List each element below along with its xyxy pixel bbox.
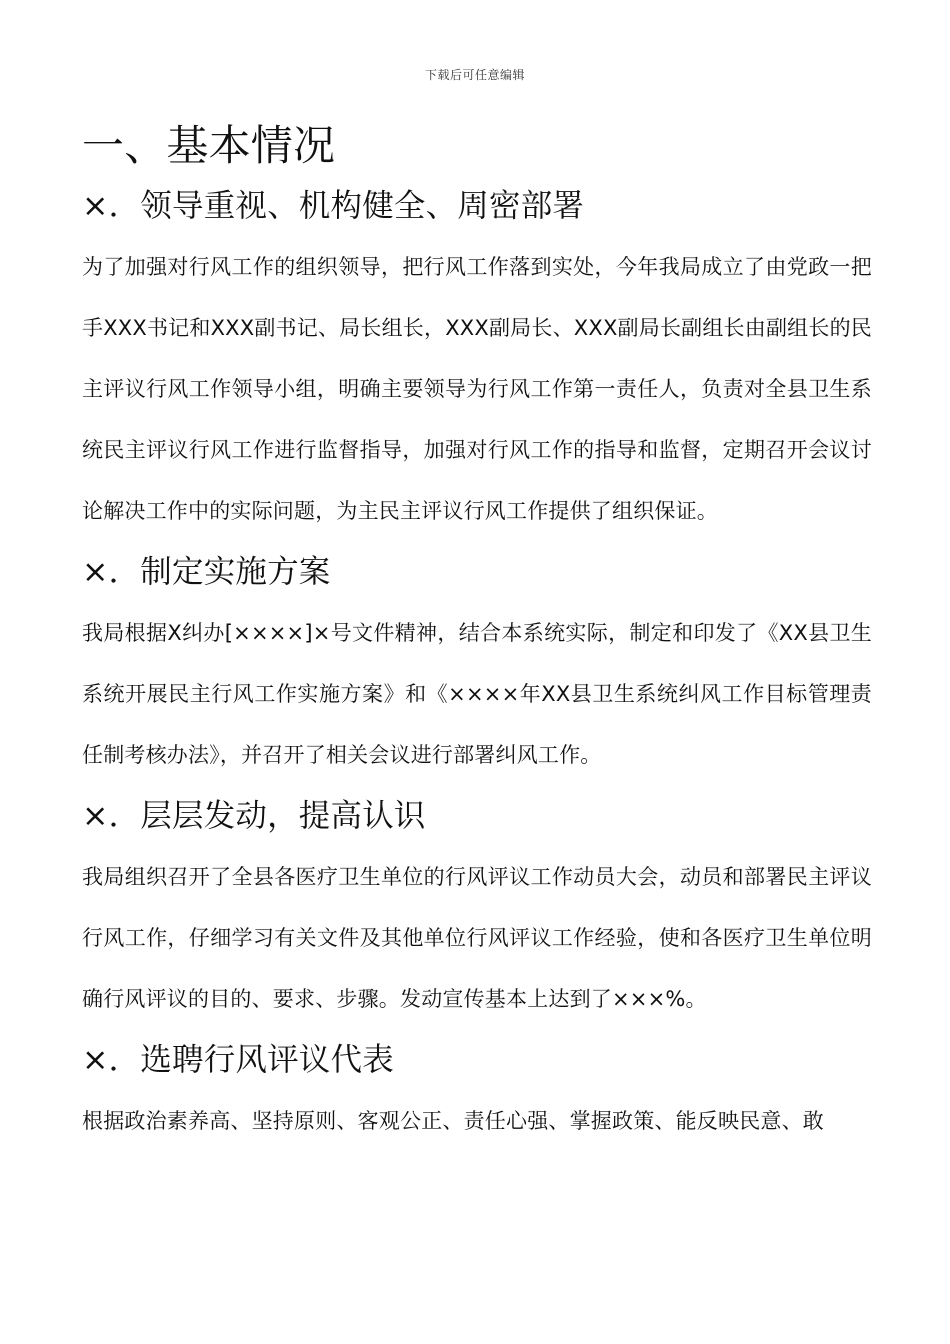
section-body-1: 为了加强对行风工作的组织领导，把行风工作落到实处，今年我局成立了由党政一把手XXX书记和XXX副书记、局长组长，XXX副局长、XXX副局长副组长由副组长的民主评议行风工作领导小组，明确主要领导为行风工作第一责任人，负责对全县卫生系统民主评议行风工作进行监督指导，加强对行风工作的指导和监督，定期召开会议讨论解决工作中的实际问题，为主民主评议行风工作提供了组织保证。 [82,255,872,523]
main-heading: 一、基本情况 [82,121,336,170]
header-note: 下载后可任意编辑 [424,68,525,82]
section-title-1: ×．领导重视、机构健全、周密部署 [82,188,585,224]
section-body-3: 我局组织召开了全县各医疗卫生单位的行风评议工作动员大会，动员和部署民主评议行风工作，仔细学习有关文件及其他单位行风评议工作经验，使和各医疗卫生单位明确行风评议的目的、要求、步骤。发动宣传基本上达到了×××%。 [82,865,872,1011]
section-title-4: ×．选聘行风评议代表 [82,1042,394,1078]
section-body-2: 我局根据X纠办[××××]×号文件精神，结合本系统实际，制定和印发了《XX县卫生系统开展民主行风工作实施方案》和《××××年XX县卫生系统纠风工作目标管理责任制考核办法》，并召开了相关会议进行部署纠风工作。 [82,621,872,767]
section-title-3: ×．层层发动，提高认识 [82,798,426,834]
section-body-4: 根据政治素养高、坚持原则、客观公正、责任心强、掌握政策、能反映民意、敢 [82,1109,824,1133]
document-content [82,115,872,1152]
section-title-2: ×．制定实施方案 [82,554,331,590]
